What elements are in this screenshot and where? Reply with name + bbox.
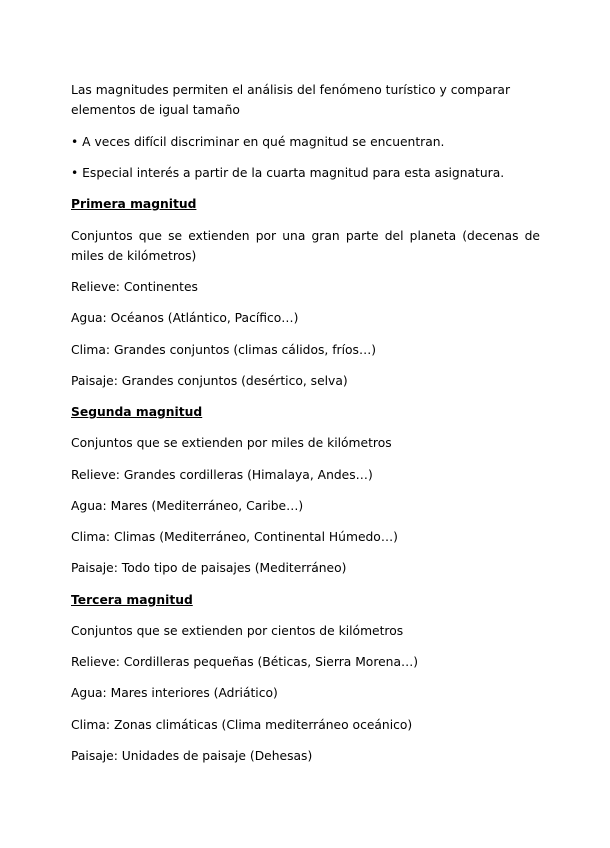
section-heading-segunda: Segunda magnitud — [71, 405, 203, 419]
list-item: Agua: Mares interiores (Adriático) — [71, 686, 278, 700]
list-item: Clima: Climas (Mediterráneo, Continental Húmedo…) — [71, 530, 398, 544]
bullet-item: • A veces difícil discriminar en qué magnitud se encuentran. — [71, 135, 445, 149]
list-item: Relieve: Grandes cordilleras (Himalaya, Andes…) — [71, 468, 373, 482]
list-item: Relieve: Cordilleras pequeñas (Béticas, Sierra Morena…) — [71, 655, 419, 669]
intro-line-2: elementos de igual tamaño — [71, 103, 240, 117]
bullet-item: • Especial interés a partir de la cuarta magnitud para esta asignatura. — [71, 166, 505, 180]
list-item: Clima: Grandes conjuntos (climas cálidos, fríos…) — [71, 343, 377, 357]
section-description-segunda: Conjuntos que se extienden por miles de kilómetros — [71, 436, 392, 450]
section-heading-tercera: Tercera magnitud — [71, 593, 193, 607]
list-item: Paisaje: Unidades de paisaje (Dehesas) — [71, 749, 313, 763]
list-item: Clima: Zonas climáticas (Clima mediterráneo oceánico) — [71, 718, 413, 732]
section-heading-primera: Primera magnitud — [71, 197, 197, 211]
intro-line-1: Las magnitudes permiten el análisis del fenómeno turístico y comparar — [71, 83, 510, 97]
list-item: Paisaje: Todo tipo de paisajes (Mediterráneo) — [71, 561, 347, 575]
list-item: Paisaje: Grandes conjuntos (desértico, selva) — [71, 374, 348, 388]
list-item: Agua: Océanos (Atlántico, Pacífico…) — [71, 311, 299, 325]
list-item: Relieve: Continentes — [71, 280, 198, 294]
list-item: Agua: Mares (Mediterráneo, Caribe…) — [71, 499, 304, 513]
section-description-primera: Conjuntos que se extienden por una gran parte del planeta (decenas de miles de kilómetros) — [71, 229, 540, 263]
section-description-tercera: Conjuntos que se extienden por cientos de kilómetros — [71, 624, 404, 638]
